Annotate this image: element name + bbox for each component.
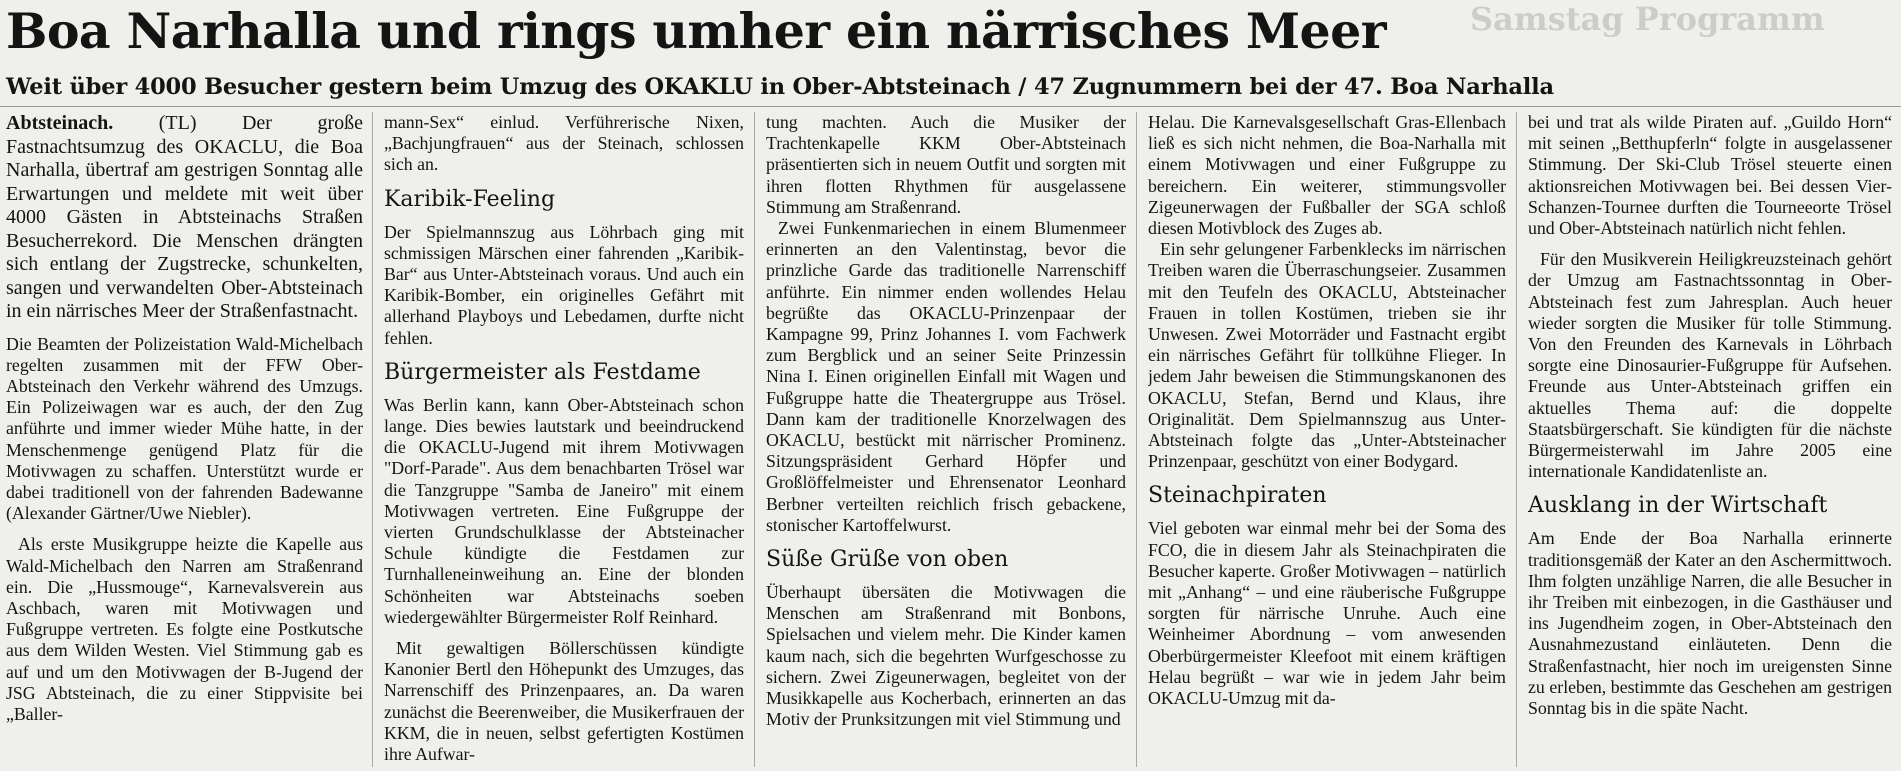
column-3 (766, 112, 1126, 771)
paragraph: Als erste Musikgruppe heizte die Kapelle aus Wald-Michelbach den Narren am Straßenrand ein. Die „Hussmouge“, Karnevalsverein aus Aschbach, waren mit Motivwagen und Fußgruppe vertreten. Es folgte eine Postkutsche aus dem Wilden Westen. Viel Stimmung gab es auf und um den Motivwagen der B-Jugend der JSG Abtsteinach, die zu einer Stippvisite bei „Baller- (6, 534, 363, 724)
subheadline: Weit über 4000 Besucher gestern beim Umzug des OKAKLU in Ober-Abtsteinach / 47 Zugnummern bei der 47. Boa Narhalla (6, 74, 1554, 100)
subheading: Bürgermeister als Festdame (384, 359, 701, 385)
paragraph: Überhaupt übersäten die Motivwagen die Menschen am Straßenrand mit Bonbons, Spielsachen und vielem mehr. Die Kinder kamen kaum nach, sich die begehrten Wurfgeschosse zu sichern. Zwei Zigeunerwagen, begleitet von der Musikkapelle aus Kocherbach, erinnerten an das Motiv der Prunksitzungen mit viel Stimmung und (766, 582, 1126, 730)
subheading: Steinachpiraten (1148, 483, 1327, 509)
column-separator (372, 112, 373, 767)
paragraph: Was Berlin kann, kann Ober-Abtsteinach schon lange. Dies bewies lautstark und beeindruckend die OKACLU-Jugend mit ihrem Motivwagen "Dorf-Parade". Aus dem benachbarten Trösel war die Tanzgruppe "Samba de Janeiro" mit einem Motivwagen vertreten. Eine Fußgruppe der vierten Grundschulklasse der Abtsteinacher Schule kündigte die Festdamen zur Turnhalleneinweihung an. Eine der blonden Schönheiten war Abtsteinachs soeben wiedergewählter Bürgermeister Rolf Reinhard. (384, 394, 744, 627)
paragraph: bei und trat als wilde Piraten auf. „Guildo Horn“ mit seinen „Betthupferln“ folgte in ausgelassener Stimmung. Der Ski-Club Trösel steuerte einen aktionsreichen Motivwagen bei. Bei dessen Vier-Schanzen-Tournee durften die Tourneeorte Trösel und Ober-Abtsteinach natürlich nicht fehlen. (1528, 112, 1892, 239)
header-rule (0, 106, 1901, 107)
paragraph: Der Spielmannszug aus Löhrbach ging mit schmissigen Märschen einer fahrenden „Karibik-Bar“ aus Unter-Abtsteinach voraus. Und auch ein Karibik-Bomber, ein originelles Gefährt mit allerhand Playboys und Lebedamen, durfte nicht fehlen. (384, 221, 744, 348)
neighbor-headline: Samstag Programm (1470, 0, 1825, 38)
subheading: Karibik-Feeling (384, 186, 556, 212)
paragraph: mann-Sex“ einlud. Verführerische Nixen, „Bachjungfrauen“ aus der Steinach, schlossen sich an. (384, 112, 744, 175)
paragraph: Viel geboten war einmal mehr bei der Soma des FCO, die in diesem Jahr als Steinachpiraten die Besucher kaperte. Großer Motivwagen – natürlich mit „Anhang“ – und eine räuberische Fußgruppe sorgten für närrische Unruhe. Auch eine Weinheimer Abordnung – vom anwesenden Oberbürgermeister Kleefoot mit einem kräftigen Helau begrüßt – war wie in jedem Jahr beim OKACLU-Umzug mit da- (1148, 518, 1506, 709)
paragraph: Am Ende der Boa Narhalla erinnerte traditionsgemäß der Kater an den Aschermittwoch. Ihm folgten unzählige Narren, die alle Besucher in ihr Treiben mit einbezogen, in die Gasthäuser und ins Jugendheim zogen, in Ober-Abtsteinach den Ausnahmezustand einläuteten. Denn die Straßenfastnacht, hier noch im ureigensten Sinne zu erleben, bestimmte das Geschehen am gestrigen Sonntag bis in die späte Nacht. (1528, 528, 1892, 719)
paragraph: Die Beamten der Polizeistation Wald-Michelbach regelten zusammen mit der FFW Ober-Abtsteinach den Verkehr während des Umzugs. Ein Polizeiwagen war es auch, der den Zug anführte und immer wieder Mühe hatte, in der Menschenmenge genügend Platz für die Motivwagen zu schaffen. Unterstützt wurde er dabei traditionell von der fahrenden Badewanne (Alexander Gärtner/Uwe Niebler). (6, 333, 363, 524)
column-2 (384, 112, 744, 771)
subheading: Süße Grüße von oben (766, 547, 1009, 573)
column-5 (1528, 112, 1892, 771)
column-separator (1136, 112, 1137, 767)
lead-text: (TL) Der große Fastnachtsumzug des OKACLU, die Boa Narhalla, übertraf am gestrigen Sonntag alle Erwartungen und meldete mit weit über 4000 Gästen in Abtsteinachs Straßen Besucherrekord. Die Menschen drängten sich entlang der Zugstrecke, schunkelten, sangen und verwandelten Ober-Abtsteinach in ein närrisches Meer der Straßenfastnacht. (6, 112, 363, 322)
column-1 (6, 112, 363, 771)
column-4 (1148, 112, 1506, 771)
paragraph: Mit gewaltigen Böllerschüssen kündigte Kanonier Bertl den Höhepunkt des Umzuges, das Narrenschiff des Prinzenpaares, an. Da waren zunächst die Beerenweiber, die Musikerfrauen der KKM, die in neuen, selbst gefertigten Kostümen ihre Aufwar- (384, 638, 744, 765)
paragraph: Zwei Funkenmariechen in einem Blumenmeer erinnerten an den Valentinstag, bevor die prinzliche Garde das traditionelle Narrenschiff anführte. Ein nimmer enden wollendes Helau begrüßte das OKACLU-Prinzenpaar der Kampagne 99, Prinz Johannes I. vom Fachwerk zum Bergblick und an seiner Seite Prinzessin Nina I. Einen originellen Einfall mit Wagen und Fußgruppe hatte die Theatergruppe aus Trösel. Dann kam der traditionelle Knorzelwagen des OKACLU, bestückt mit närrischer Prominenz. Sitzungspräsident Gerhard Höpfer und Großlöffelmeister und Ehrensenator Leonhard Berbner verteilten reichlich frisch gebackene, stonischer Kartoffelwurst. (766, 218, 1126, 535)
column-separator (1516, 112, 1517, 767)
paragraph: Helau. Die Karnevalsgesellschaft Gras-Ellenbach ließ es sich nicht nehmen, die Boa-Narhalla mit einem Motivwagen und einer Fußgruppe zu bereichern. Ein weiterer, stimmungsvoller Zigeunerwagen der Fußballer der SGA schloß diesen Motivblock des Zuges ab. (1148, 112, 1506, 239)
subheading: Ausklang in der Wirtschaft (1528, 493, 1828, 519)
headline: Boa Narhalla und rings umher ein närrisches Meer (6, 2, 1386, 60)
paragraph: tung machten. Auch die Musiker der Trachtenkapelle KKM Ober-Abtsteinach präsentierten sich in neuem Outfit und sorgten mit ihren flotten Rhythmen für ausgelassene Stimmung am Straßenrand. (766, 112, 1126, 217)
column-separator (754, 112, 755, 767)
dateline: Abtsteinach. (6, 112, 114, 134)
paragraph: Ein sehr gelungener Farbenklecks im närrischen Treiben waren die Überraschungseier. Zusammen mit den Teufeln des OKACLU, Abtsteinacher Frauen in tollen Kostümen, trieben sie ihr Unwesen. Zwei Motorräder und Fastnacht ergibt ein närrisches Gefährt für tollkühne Flieger. In jedem Jahr beweisen die Stimmungskanonen des OKACLU, Stefan, Bernd und Klaus, ihre Originalität. Dem Spielmannszug aus Unter-Abtsteinach folgte das „Unter-Abtsteinacher Prinzenpaar, geschützt von einer Bodygard. (1148, 239, 1506, 472)
lead-paragraph (6, 112, 363, 324)
paragraph: Für den Musikverein Heiligkreuzsteinach gehört der Umzug am Fastnachtssonntag in Ober-Abtsteinach fest zum Jahresplan. Auch heuer wieder sorgten die Musiker für tolle Stimmung. Von den Freunden des Karnevals in Löhrbach sorgte eine Dinosaurier-Fußgruppe für Aufsehen. Freunde aus Unter-Abtsteinach griffen ein aktuelles Thema auf: die doppelte Staatsbürgerschaft. Sie kündigten für die nächste Bürgermeisterwahl im Jahre 2005 eine internationale Kandidatenliste an. (1528, 249, 1892, 482)
